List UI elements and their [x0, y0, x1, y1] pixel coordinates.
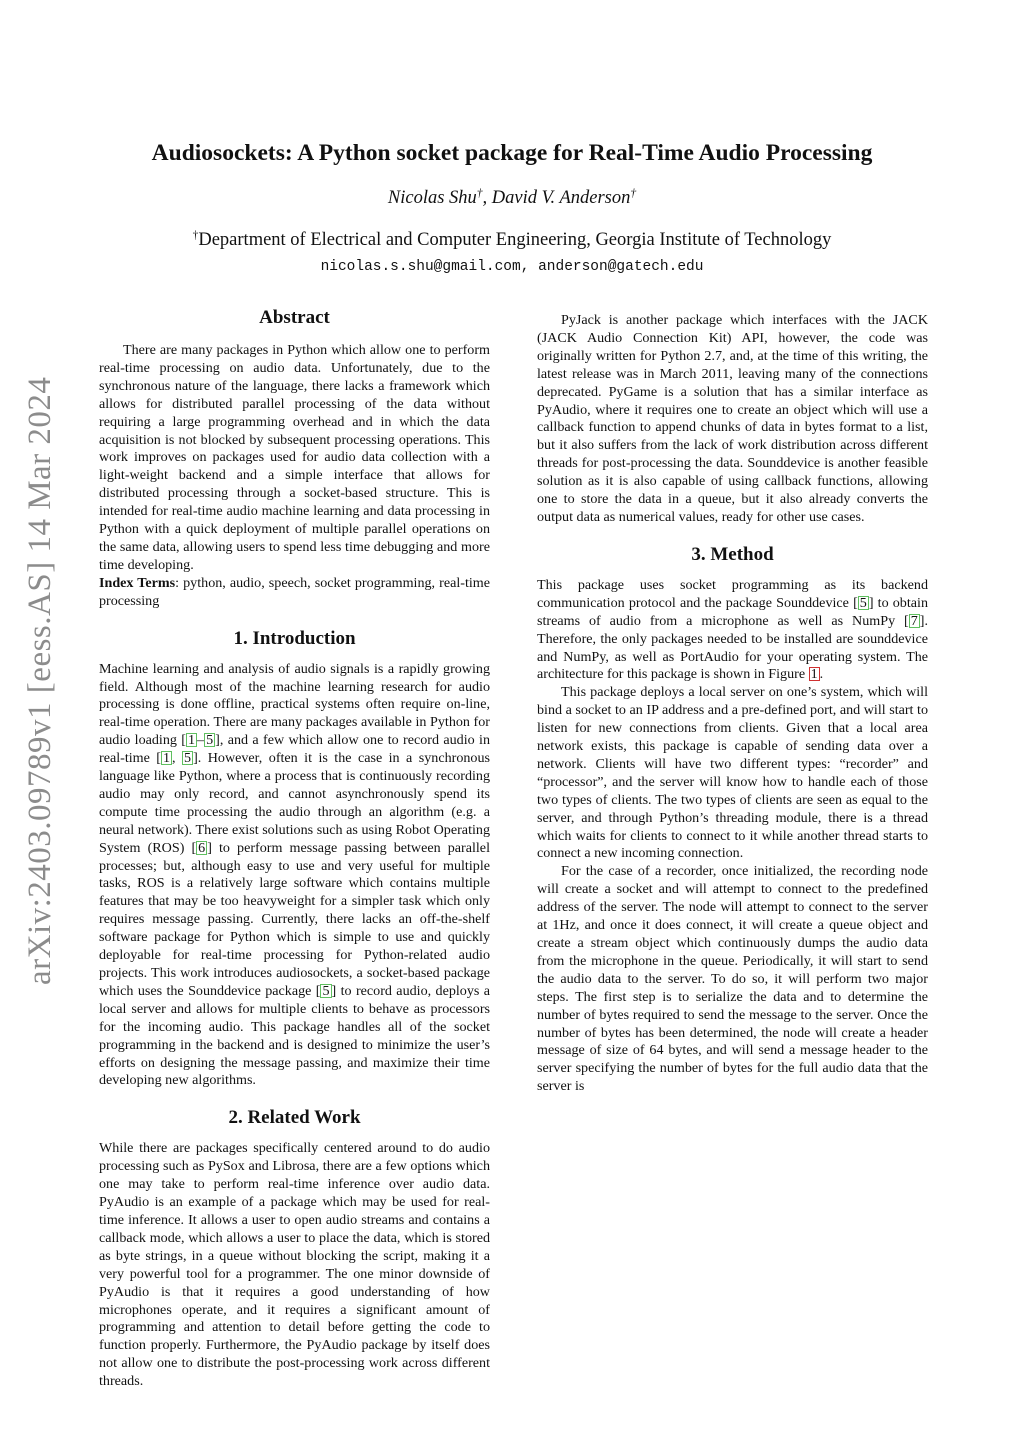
dagger-mark: † — [192, 229, 199, 242]
arxiv-identifier: arXiv:2403.09789v1 [eess.AS] 14 Mar 2024 — [22, 376, 58, 985]
text-run: – — [197, 732, 205, 749]
author-emails: nicolas.s.shu@gmail.com, anderson@gatech.edu — [320, 259, 704, 275]
text-run: ]. However, often it is the case in a synchronous language like Python, where a process that is continuously recording audio may only record, and cannot asynchronously spend its compute time processing the audio through an algorithm (e.g. a neural network). There exist solutions such as using Robot Operating System (ROS) [ — [99, 750, 490, 856]
paper-title: Audiosockets: A Python socket package for Real-Time Audio Processing — [151, 140, 873, 166]
section-heading-method: 3. Method — [691, 543, 774, 565]
intro-paragraph — [99, 661, 490, 1091]
section-heading-introduction: 1. Introduction — [233, 627, 356, 649]
figure-link[interactable]: 1 — [810, 666, 818, 683]
method-paragraph-3: For the case of a recorder, once initialized, the recording node will create a socket and will attempt to connect to the predefined address of the server. The node will attempt to connect to the server at 1Hz, and once it does connect, it will create a queue object and create a stream object which continuously dumps the audio data from the microphone in the queue. Periodically, it will start to send the audio data to the server. To do so, it will perform two major steps. The first step is to serialize the data and to determine the number of bytes required to send the message to the server. Once the number of bytes has been determined, the node will create a header message of size of 64 bytes, and will send a message header to the server specifying the number of bytes for the full audio data that the server is — [537, 863, 928, 1095]
section-heading-related-work: 2. Related Work — [228, 1107, 361, 1129]
text-run: ]. Therefore, the only packages needed to be installed are sounddevice and NumPy, as well as PortAudio for your operating system. The architecture for this package is shown in Figure — [537, 612, 928, 683]
dagger-mark: † — [476, 187, 483, 200]
citation-link[interactable]: 5 — [322, 982, 330, 999]
index-terms-label: Index Terms — [99, 574, 176, 591]
text-run: ] to record audio, deploys a local server and allows for multiple clients to behave as processors for the incoming audio. This package handles all of the socket programming in the backend and is designed to minimize the user’s efforts on designing the message passing, and maximize their time developing new algorithms. — [99, 982, 490, 1089]
text-run: . — [819, 666, 824, 683]
citation-link[interactable]: 5 — [206, 732, 214, 749]
author-name: David V. Anderson — [491, 188, 631, 208]
text-run: , — [172, 750, 183, 767]
author-list: Nicolas Shu†, David V. Anderson† — [387, 187, 637, 208]
index-terms-text: : python, audio, speech, socket programming, real-time processing — [99, 574, 491, 609]
related-paragraph-1: While there are packages specifically centered around to do audio processing such as PySox and Librosa, there are a few options which one may take to perform real-time inference over audio data. PyAudio is an example of a package which may be used for real-time inference. It allows a user to open audio streams and contains a callback mode, which allows a user to place the data, which is stored as byte strings, in a queue without blocking the script, making it a very powerful tool for a programmer. The one minor downside of PyAudio is that it requires a good understanding of how microphones operate, and it requires a significant amount of programming and attention to detail before getting the code to function properly. Furthermore, the PyAudio package by itself does not allow one to distribute the post-processing work across different threads. — [99, 1140, 490, 1390]
text-run: ], and a few which allow one to record audio in real-time [ — [99, 732, 491, 767]
method-paragraph-1 — [537, 577, 928, 684]
citation-link[interactable]: 1 — [188, 732, 196, 749]
method-paragraph-2: This package deploys a local server on one’s system, which will bind a socket to an IP address and a pre-defined port, and will start to listen for new connections from clients. Given that a local area network exists, this package is capable of sending data over a network. Clients will have two different types: “recorder” and “processor”, and the server will know how to handle each of those two types of clients. The two types of clients are seen as equal to the server, and through Python’s threading module, there is a thread which waits for clients to connect to it while another thread starts to connect a new incoming connection. — [537, 684, 928, 862]
citation-link[interactable]: 7 — [910, 612, 918, 629]
related-paragraph-2: PyJack is another package which interfaces with the JACK (JACK Audio Connection Kit) API, however, the code was originally written for Python 2.7, and, at the time of this writing, the latest release was in March 2011, leaving many of the connections deprecated. PyGame is a solution that has a similar interface as PyAudio, where it requires one to create an object which will use a callback function to append chunks of data in bytes format to a list, but it also suffers from the lack of work distribution across different threads for post-processing the data. Sounddevice is another feasible solution as it is also capable of using callback functions, allowing one to store the data in a queue, but it also already converts the output data as numerical values, ready for other use cases. — [537, 312, 928, 525]
text-run: Machine learning and analysis of audio signals is a rapidly growing field. Although most of the machine learning research for audio processing is done offline, practical systems often require on-line, real-time operation. There are many packages available in Python for audio loading [ — [99, 660, 490, 749]
abstract-text: There are many packages in Python which allow one to perform real-time processing on audio data. Unfortunately, due to the synchronous nature of the language, there lacks a framework which allows for distributed parallel processing of the data without requiring a large programming overhead and in which the data acquisition is not blocked by subsequent processing operations. This work improves on packages used for audio data collection with a light-weight backend and a simple interface that allows for distributed processing through a socket-based structure. This is intended for real-time audio machine learning and data processing in Python with a quick deployment of multiple parallel operations on the same data, allowing users to spend less time debugging and more time developing. — [99, 342, 490, 573]
author-name: Nicolas Shu — [387, 188, 477, 208]
index-terms — [99, 575, 490, 611]
citation-link[interactable]: 5 — [859, 594, 867, 611]
affiliation-text: Department of Electrical and Computer Engineering, Georgia Institute of Technology — [198, 230, 832, 250]
abstract-heading: Abstract — [259, 307, 330, 328]
right-column — [537, 312, 928, 1096]
citation-link[interactable]: 6 — [198, 839, 206, 856]
affiliation — [0, 230, 1024, 251]
citation-link[interactable]: 1 — [163, 750, 171, 767]
abstract-section — [99, 342, 490, 611]
text-run: This package uses socket programming as its backend communication protocol and the package Sounddevice [ — [537, 576, 928, 611]
left-column — [99, 306, 490, 1391]
text-run: ] to obtain streams of audio from a microphone as well as NumPy [ — [537, 594, 928, 629]
text-run: ] to perform message passing between parallel processes; but, although easy to use and very useful for multiple tasks, ROS is a relatively large software which contains multiple features that may be too heavyweight for a simpler task which only requires message passing. Currently, there lacks an off-the-shelf software package for Python which is simple to use and quickly deployable for real-time processing for Python-related audio projects. This work introduces audiosockets, a socket-based package which uses the Sounddevice package [ — [99, 839, 490, 999]
dagger-mark: † — [630, 187, 637, 200]
citation-link[interactable]: 5 — [184, 750, 192, 767]
